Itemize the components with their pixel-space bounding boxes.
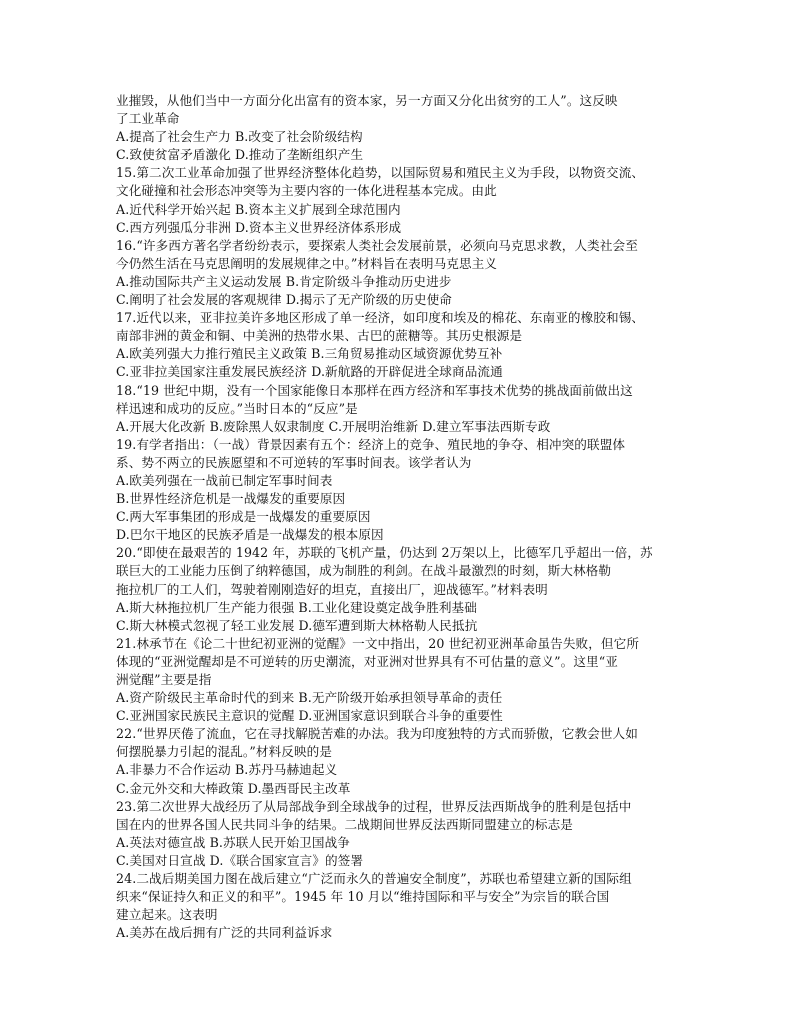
text-line: A.提高了社会生产力 B.改变了社会阶级结构 xyxy=(116,129,363,145)
text-line: 洲觉醒”主要是指 xyxy=(116,672,212,687)
text-line: 联巨大的工业能力压倒了纳粹德国，成为制胜的利剑。在战斗最激烈的时刻，斯大林格勒 xyxy=(116,563,612,579)
text-line: 24.二战后期美国力图在战后建立“广泛而永久的普遍安全制度”，苏联也希望建立新的国际组 xyxy=(116,871,632,887)
text-line: 南部非洲的黄金和铜、中美洲的热带水果、古巴的蔗糖等。其历史根源是 xyxy=(116,328,523,344)
text-line: C.阐明了社会发展的客观规律 D.揭示了无产阶级的历史使命 xyxy=(116,292,452,308)
text-line: A.开展大化改新 B.废除黑人奴隶制度 C.开展明治维新 D.建立军事法西斯专政 xyxy=(116,418,551,434)
text-line: 20.“即使在最艰苦的 1942 年，苏联的飞机产量，仍达到 2万架以上，比德军几乎超出一倍，苏 xyxy=(116,545,653,561)
text-line: B.世界性经济危机是一战爆发的重要原因 xyxy=(116,491,346,507)
text-line: C.美国对日宣战 D.《联合国家宣言》的签署 xyxy=(116,852,364,868)
text-line: C.亚非拉美国家注重发展民族经济 D.新航路的开辟促进全球商品流通 xyxy=(116,364,503,380)
text-line: 文化碰撞和社会形态冲突等为主要内容的一体化进程基本完成。由此 xyxy=(116,183,497,199)
text-line: A.近代科学开始兴起 B.资本主义扩展到全球范围内 xyxy=(116,201,401,217)
text-line: 21.林承节在《论二十世纪初亚洲的觉醒》一文中指出，20 世纪初亚洲革命虽告失败，但它所 xyxy=(116,635,640,651)
text-line: 18.“19 世纪中期，没有一个国家能像日本那样在西方经济和军事技术优势的挑战面前做出这 xyxy=(116,382,633,398)
text-line: 样迅速和成功的反应。”当时日本的“反应”是 xyxy=(116,400,358,416)
text-line: 16.“许多西方著名学者纷纷表示，要探索人类社会发展前景，必须向马克思求教，人类社会至 xyxy=(116,237,638,253)
text-line: C.亚洲国家民族民主意识的觉醒 D.亚洲国家意识到联合斗争的重要性 xyxy=(116,708,503,724)
text-line: A.资产阶级民主革命时代的到来 B.无产阶级开始承担领导革命的责任 xyxy=(116,690,503,706)
text-line: 19.有学者指出：（一战）背景因素有五个：经济上的竞争、殖民地的争夺、相冲突的联盟体 xyxy=(116,436,626,452)
text-line: 拖拉机厂的工人们，驾驶着刚刚造好的坦克，直接出厂，迎战德军。”材料表明 xyxy=(116,581,548,597)
text-line: A.欧美列强大力推行殖民主义政策 B.三角贸易推动区域资源优势互补 xyxy=(116,346,503,362)
text-line: A.美苏在战后拥有广泛的共同利益诉求 xyxy=(116,925,333,941)
text-line: D.巴尔干地区的民族矛盾是一战爆发的根本原因 xyxy=(116,527,384,543)
text-line: 系、势不两立的民族愿望和不可逆转的军事时间表。该学者认为 xyxy=(116,454,472,470)
text-line: C.斯大林模式忽视了轻工业发展 D.德军遭到斯大林格勒人民抵抗 xyxy=(116,617,478,633)
document-page xyxy=(116,92,716,942)
text-line: C.金元外交和大棒政策 D.墨西哥民主改革 xyxy=(116,780,351,796)
text-line: C.西方列强瓜分非洲 D.资本主义世界经济体系形成 xyxy=(116,219,402,235)
text-line: A.斯大林拖拉机厂生产能力很强 B.工业化建设奠定战争胜利基础 xyxy=(116,599,477,615)
text-line: 今仍然生活在马克思阐明的发展规律之中。”材料旨在表明马克思主义 xyxy=(116,255,498,271)
text-line: C.致使贫富矛盾激化 D.推动了垄断组织产生 xyxy=(116,147,364,163)
text-line: 织来“保证持久和正义的和平”。1945 年 10 月以“维持国际和平与安全”为宗旨的联合国 xyxy=(116,889,610,905)
text-line: 建立起来。这表明 xyxy=(116,907,218,923)
text-line: A.非暴力不合作运动 B.苏丹马赫迪起义 xyxy=(116,762,338,778)
text-line: A.英法对德宣战 B.苏联人民开始卫国战争 xyxy=(116,834,350,850)
text-line: 15.第二次工业革命加强了世界经济整体化趋势，以国际贸易和殖民主义为手段，以物资交流、 xyxy=(116,165,645,181)
text-line: 体现的“亚洲觉醒却是不可逆转的历史潮流，对亚洲对世界具有不可估量的意义”。这里“亚 xyxy=(116,653,618,669)
text-line: C.两大军事集团的形成是一战爆发的重要原因 xyxy=(116,509,371,525)
text-line: 22.“世界厌倦了流血，它在寻找解脱苦难的办法。我为印度独特的方式而骄傲，它教会世人如 xyxy=(116,726,638,742)
text-line: 业摧毁，从他们当中一方面分化出富有的资本家，另一方面又分化出贫穷的工人”。这反映 xyxy=(116,93,618,108)
text-line: 何摆脱暴力引起的混乱。”材料反映的是 xyxy=(116,744,333,760)
text-line: 了工业革命 xyxy=(116,111,180,127)
text-line: 17.近代以来，亚非拉美许多地区形成了单一经济，如印度和埃及的棉花、东南亚的橡胶和锡、 xyxy=(116,310,645,326)
text-line: 国在内的世界各国人民共同斗争的结果。二战期间世界反法西斯同盟建立的标志是 xyxy=(116,816,573,832)
text-line: A.欧美列强在一战前已制定军事时间表 xyxy=(116,472,333,488)
text-line: 23.第二次世界大战经历了从局部战争到全球战争的过程，世界反法西斯战争的胜利是包括中 xyxy=(116,798,632,814)
text-line: A.推动国际共产主义运动发展 B.肯定阶级斗争推动历史进步 xyxy=(116,273,452,289)
